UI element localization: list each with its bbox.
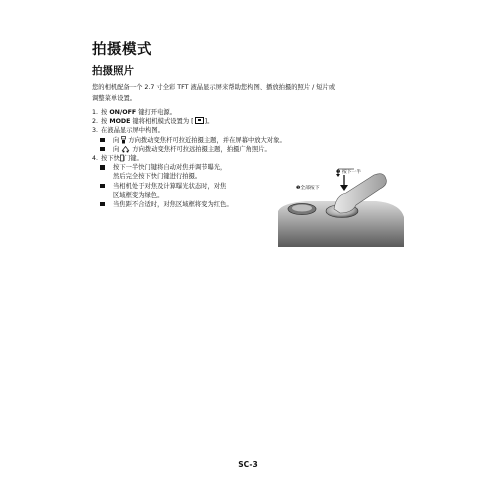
step-text: 门键。 xyxy=(123,154,143,162)
onoff-key-label: ON/OFF xyxy=(109,109,137,116)
label-half-press: ❷ 按下一半 xyxy=(336,170,362,175)
bullet-icon xyxy=(100,138,105,143)
step-text: ]。 xyxy=(204,118,214,126)
step-2 xyxy=(92,117,412,126)
step-3 xyxy=(92,126,412,135)
bullet-icon xyxy=(100,147,105,152)
page-heading: 拍摄模式 xyxy=(92,42,152,58)
shutter-press-illustration xyxy=(276,165,404,247)
step-text: 键将相机模式设置为 [ xyxy=(130,118,194,126)
bullet-icon xyxy=(100,165,105,170)
wide-angle-icon xyxy=(121,145,130,153)
mode-key-label: MODE xyxy=(109,118,131,126)
step-3-bullet-2 xyxy=(92,145,412,154)
step-number: 1. xyxy=(92,109,99,116)
step-3-bullet-1 xyxy=(92,136,412,145)
intro-paragraph xyxy=(92,83,410,104)
page-number: SC-3 xyxy=(238,460,258,469)
step-text: 按 xyxy=(101,118,110,126)
bullet-icon xyxy=(100,202,105,207)
bullet-text: 然后完全按下快门键进行拍摄。 xyxy=(113,173,202,181)
step-4 xyxy=(92,154,412,163)
bullet-text: 方向拨动变焦杆可拉远拍摄主题，拍摄广角照片。 xyxy=(130,145,271,153)
label-full-press: ❶全部按下 xyxy=(296,186,320,191)
bullet-text: 当焦距不合适时，对焦区域框将变为红色。 xyxy=(113,200,233,208)
bullet-text: 向 xyxy=(113,145,122,153)
arrow-down-icon xyxy=(340,185,348,191)
step-number: 4. xyxy=(92,154,99,162)
bullet-icon xyxy=(100,184,105,189)
section-heading: 拍摄照片 xyxy=(92,65,134,77)
bullet-text: 区域框变为绿色。 xyxy=(113,191,164,199)
step-number: 3. xyxy=(92,127,99,135)
camera-mode-icon xyxy=(195,117,204,124)
bullet-text: 按下一半快门键将自动对焦并调节曝光， xyxy=(113,164,227,172)
step-text: 按 xyxy=(101,109,110,116)
intro-line-1: 您的相机配备一个 2.7 寸全彩 TFT 液晶显示屏来帮助您构图、播放拍摄的照片 / 短片或 xyxy=(92,84,336,91)
step-text: 在液晶显示屏中构图。 xyxy=(101,127,164,135)
step-text: 按下快 xyxy=(101,154,120,162)
intro-line-2: 调整菜单设置。 xyxy=(92,94,137,102)
step-1 xyxy=(92,108,412,117)
bullet-text: 当相机处于对焦及计算曝光状态时，对焦 xyxy=(113,182,227,190)
step-text: 键打开电源。 xyxy=(136,109,176,116)
step-number: 2. xyxy=(92,118,99,126)
bullet-text: 向 xyxy=(113,136,122,144)
bullet-text: 方向拨动变焦杆可拉近拍摄主题，并在屏幕中放大对象。 xyxy=(126,136,286,144)
